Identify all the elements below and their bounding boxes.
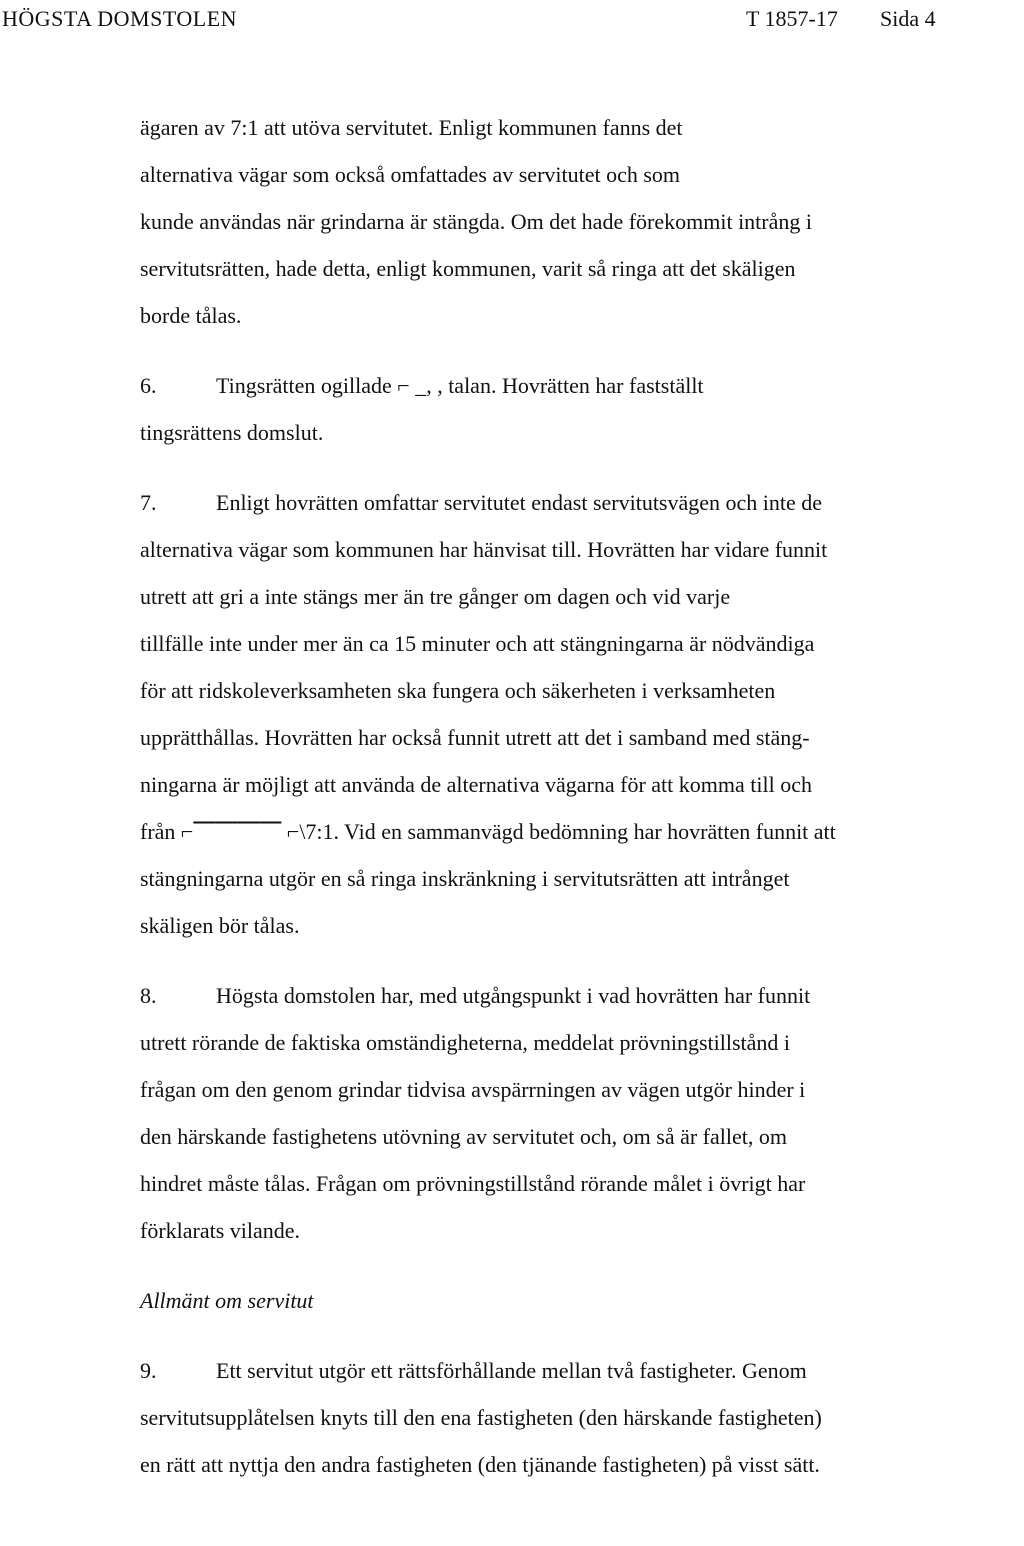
case-number: T 1857-17 xyxy=(746,6,838,31)
text-line: ägaren av 7:1 att utöva servitutet. Enligt kommunen fanns det xyxy=(140,115,683,140)
paragraph-5-continuation xyxy=(140,104,1010,339)
text-line: skäligen bör tålas. xyxy=(140,913,300,938)
text-line-first xyxy=(140,362,1010,409)
section-heading: Allmänt om servitut xyxy=(140,1288,314,1313)
text-line: hindret måste tålas. Frågan om prövningstillstånd rörande målet i övrigt har xyxy=(140,1171,806,1196)
text-line: Tingsrätten ogillade ⌐ _, , talan. Hovrätten har fastställt xyxy=(216,373,704,398)
text-line: upprätthållas. Hovrätten har också funnit utrett att det i samband med stäng- xyxy=(140,725,810,750)
text-line: servitutsrätten, hade detta, enligt kommunen, varit så ringa att det skäligen xyxy=(140,256,796,281)
text-line: stängningarna utgör en så ringa inskränkning i servitutsrätten att intrånget xyxy=(140,866,790,891)
text-line: den härskande fastighetens utövning av servitutet och, om så är fallet, om xyxy=(140,1124,787,1149)
text-line: tingsrättens domslut. xyxy=(140,420,324,445)
text-line: utrett rörande de faktiska omständigheterna, meddelat prövningstillstånd i xyxy=(140,1030,791,1055)
text-line: Enligt hovrätten omfattar servitutet endast servitutsvägen och inte de xyxy=(216,490,823,515)
text-line: servitutsupplåtelsen knyts till den ena fastigheten (den härskande fastigheten) xyxy=(140,1405,822,1430)
text-line: borde tålas. xyxy=(140,303,242,328)
paragraph-8 xyxy=(140,972,1010,1254)
paragraph-number: 9. xyxy=(140,1358,157,1383)
text-line: alternativa vägar som också omfattades av servitutet och som xyxy=(140,162,681,187)
paragraph-number: 6. xyxy=(140,373,157,398)
text-line: Högsta domstolen har, med utgångspunkt i vad hovrätten har funnit xyxy=(216,983,811,1008)
paragraph-7 xyxy=(140,479,1010,949)
text-line-first xyxy=(140,479,1010,526)
text-line: Ett servitut utgör ett rättsförhållande mellan två fastigheter. Genom xyxy=(216,1358,807,1383)
court-name: HÖGSTA DOMSTOLEN xyxy=(2,6,238,31)
text-line-first xyxy=(140,972,1010,1019)
text-line: frågan om den genom grindar tidvisa avspärrningen av vägen utgör hinder i xyxy=(140,1077,806,1102)
text-line: utrett att gri a inte stängs mer än tre gånger om dagen och vid varje xyxy=(140,584,731,609)
paragraph-6 xyxy=(140,362,1010,456)
text-line: en rätt att nyttja den andra fastigheten (den tjänande fastigheten) på visst sätt. xyxy=(140,1452,820,1477)
document-body xyxy=(140,104,1010,1511)
text-line: från ⌐⎺⎺⎺⎺ ⌐\7:1. Vid en sammanvägd bedömning har hovrätten funnit att xyxy=(140,819,836,844)
text-line: ningarna är möjligt att använda de alternativa vägarna för att komma till och xyxy=(140,772,812,797)
text-line: tillfälle inte under mer än ca 15 minuter och att stängningarna är nödvändiga xyxy=(140,631,815,656)
page-header xyxy=(0,4,1024,38)
page-number: Sida 4 xyxy=(880,6,936,31)
text-line: kunde användas när grindarna är stängda. Om det hade förekommit intrång i xyxy=(140,209,812,234)
paragraph-9 xyxy=(140,1347,1010,1488)
text-line: för att ridskoleverksamheten ska fungera och säkerheten i verksamheten xyxy=(140,678,776,703)
text-line-first xyxy=(140,1347,1010,1394)
paragraph-number: 7. xyxy=(140,490,157,515)
text-line: alternativa vägar som kommunen har hänvisat till. Hovrätten har vidare funnit xyxy=(140,537,828,562)
text-line: förklarats vilande. xyxy=(140,1218,301,1243)
paragraph-number: 8. xyxy=(140,983,157,1008)
